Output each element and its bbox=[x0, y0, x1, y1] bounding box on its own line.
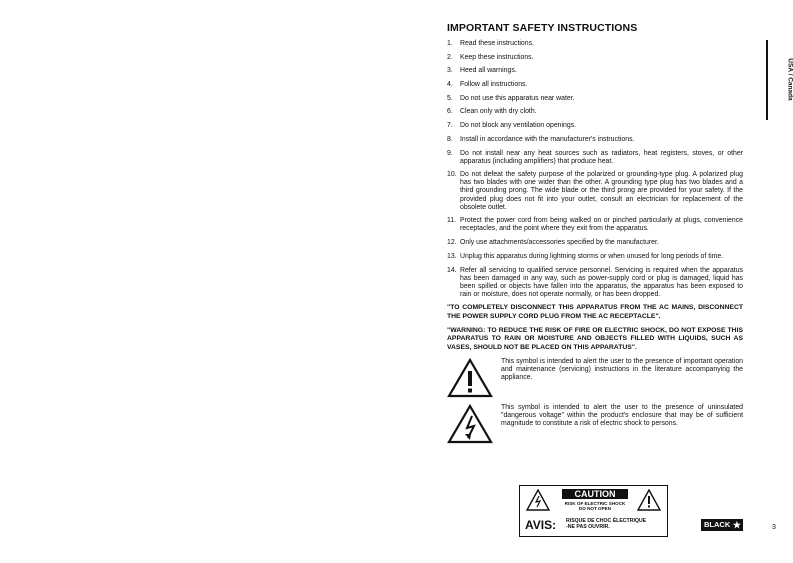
item-text: Heed all warnings. bbox=[460, 67, 517, 75]
page-title: IMPORTANT SAFETY INSTRUCTIONS bbox=[447, 22, 638, 34]
caution-title: CAUTION bbox=[562, 489, 628, 499]
list-item bbox=[447, 54, 743, 62]
item-text: Do not block any ventilation openings. bbox=[460, 122, 577, 130]
item-text: Do not defeat the safety purpose of the polarized or grounding-type plug. A polarized plug has two blades with one wider than the other. A grounding type plug has two blades and a third grounding prong. The wide blade or the third prong are provided for your safety. If the provided plug does not fit into your outlet, consult an electrician for replacement of the obsolete outlet. bbox=[460, 171, 743, 211]
list-item bbox=[447, 81, 743, 89]
item-text: Read these instructions. bbox=[460, 40, 534, 47]
instruction-list bbox=[447, 40, 743, 299]
list-item bbox=[447, 267, 743, 299]
safety-instructions-column bbox=[447, 22, 743, 444]
item-text: Only use attachments/accessories specified by the manufacturer. bbox=[460, 239, 659, 247]
item-text: Refer all servicing to qualified service personnel. Servicing is required when the apparatus has been damaged in any way, such as power-supply cord or plug is damaged, liquid has been spilled or objects have fallen into the apparatus, the apparatus has been exposed to rain or moisture, does not operate normally, or has been dropped. bbox=[460, 266, 743, 298]
list-item bbox=[447, 217, 743, 233]
symbol-explanation bbox=[447, 404, 743, 444]
list-item bbox=[447, 239, 743, 247]
item-number: 8. bbox=[447, 135, 453, 143]
list-item bbox=[447, 67, 743, 75]
item-number: 13. bbox=[447, 252, 457, 260]
item-number: 1. bbox=[447, 40, 453, 47]
item-number: 5. bbox=[447, 94, 453, 102]
item-text: Do not use this apparatus near water. bbox=[460, 94, 575, 102]
caution-label bbox=[519, 485, 668, 537]
list-item bbox=[447, 95, 743, 103]
list-item bbox=[447, 40, 743, 48]
item-text: Protect the power cord from being walked on or pinched particularly at plugs, convenience receptacles, and the point where they exit from the apparatus. bbox=[460, 217, 743, 233]
disconnect-warning: "TO COMPLETELY DISCONNECT THIS APPARATUS FROM THE AC MAINS, DISCONNECT THE POWER SUPPLY CORD PLUG FROM THE AC RECEPTACLE". bbox=[447, 304, 743, 320]
caution-text bbox=[556, 501, 634, 512]
item-number: 10. bbox=[447, 171, 457, 179]
avis-label: AVIS: bbox=[525, 518, 557, 532]
exclamation-triangle-icon bbox=[637, 489, 661, 511]
item-number: 12. bbox=[447, 239, 457, 247]
caution-line: RISK OF ELECTRIC SHOCK bbox=[564, 501, 626, 506]
item-text: Install in accordance with the manufacturer's instructions. bbox=[460, 135, 635, 143]
fire-shock-warning: "WARNING: TO REDUCE THE RISK OF FIRE OR ELECTRIC SHOCK, DO NOT EXPOSE THIS APPARATUS TO RAIN OR MOISTURE AND OBJECTS FILLED WITH LIQUIDS, SUCH AS VASES, SHOULD NOT BE PLACED ON THIS APPARATUS". bbox=[447, 327, 743, 351]
caution-line: DO NOT OPEN bbox=[578, 506, 612, 512]
section-tab-label: USA / Canada bbox=[786, 58, 793, 101]
item-text: Clean only with dry cloth. bbox=[460, 108, 537, 116]
item-number: 6. bbox=[447, 108, 453, 116]
brand-logo bbox=[701, 519, 743, 531]
avis-text bbox=[566, 518, 646, 530]
list-item bbox=[447, 122, 743, 130]
list-item bbox=[447, 150, 743, 166]
exclamation-triangle-icon bbox=[447, 358, 501, 398]
item-text: Unplug this apparatus during lightning storms or when unused for long periods of time. bbox=[460, 252, 724, 260]
item-number: 11. bbox=[447, 217, 457, 225]
section-tab-bar bbox=[766, 40, 768, 120]
item-number: 14. bbox=[447, 266, 457, 274]
item-number: 7. bbox=[447, 122, 453, 130]
item-number: 9. bbox=[447, 149, 453, 157]
logo-text: BLACK bbox=[704, 520, 731, 529]
avis-line: RISQUE DE CHOC ÉLECTRIQUE bbox=[566, 518, 647, 524]
item-number: 2. bbox=[447, 53, 453, 61]
item-text: Keep these instructions. bbox=[460, 53, 534, 61]
item-text: Do not install near any heat sources such as radiators, heat registers, stoves, or other apparatus (including amplifiers) that produce heat. bbox=[460, 149, 743, 165]
list-item bbox=[447, 108, 743, 116]
symbol-description: This symbol is intended to alert the user to the presence of uninsulated "dangerous voltage" within the product's enclosure that may be of sufficient magnitude to constitute a risk of electric shock to persons. bbox=[501, 403, 743, 428]
list-item bbox=[447, 253, 743, 261]
symbol-explanation bbox=[447, 358, 743, 398]
symbol-description: This symbol is intended to alert the user to the presence of important operation and maintenance (servicing) instructions in the literature accompanying the appliance. bbox=[501, 357, 743, 382]
list-item bbox=[447, 136, 743, 144]
item-text: Follow all instructions. bbox=[460, 81, 528, 89]
lightning-triangle-icon bbox=[526, 489, 550, 511]
item-number: 3. bbox=[447, 67, 453, 75]
list-item bbox=[447, 171, 743, 211]
lightning-triangle-icon bbox=[447, 404, 501, 444]
item-number: 4. bbox=[447, 81, 453, 89]
star-icon: ★ bbox=[732, 520, 741, 530]
avis-line: -NE PAS OUVRIR. bbox=[566, 524, 610, 531]
page-number: 3 bbox=[772, 524, 776, 531]
